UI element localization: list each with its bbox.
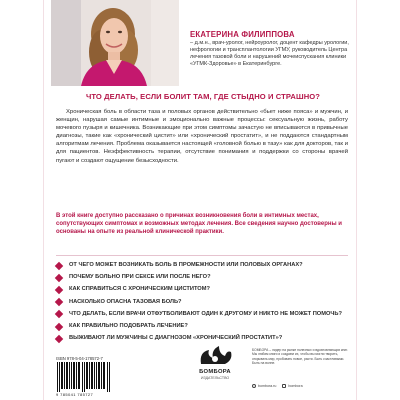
author-photo bbox=[51, 0, 179, 86]
barcode-icon bbox=[56, 362, 112, 392]
author-bio: – д.м.н., врач-уролог, нейроуролог, доцент кафедры урологии, нефрологии и трансплантологии УГМУ, руководитель Центра лечения тазовой боли и нарушений мочеиспускания клиники «УГМК-Здоровье» в Екатеринбурге. bbox=[190, 40, 349, 68]
lead-paragraph bbox=[56, 108, 348, 165]
website-link[interactable]: bombora.ru bbox=[252, 384, 276, 388]
divider bbox=[56, 255, 348, 256]
bombora-logo-icon bbox=[195, 344, 235, 368]
globe-icon bbox=[252, 384, 256, 388]
diamond-bullet-icon bbox=[55, 310, 63, 318]
lead-text: Хроническая боль в области таза и половых органов действительно «бьет ниже пояса» и мужчин, и женщин, нарушая самые интимные и эмоционально важные процессы: сексуальную жизнь, работу мочевого пузыря и кишечника. Возникающие при этом симптомы зачастую не вписываются в привычные диагнозы, такие как «хронический цистит» или «хронический простатит», и не поддаются стандартным алгоритмам лечения. Проблема оказывается настоящей «головной болью в тазу» как для докторов, так и для пациентов. Неэффективность терапии, отсутствие понимания и поддержки со стороны врачей пугают и создают ощущение безысходности. bbox=[56, 109, 348, 164]
list-item: НАСКОЛЬКО ОПАСНА ТАЗОВАЯ БОЛЬ? bbox=[56, 299, 348, 306]
list-item: ВЫЖИВАЮТ ЛИ МУЖЧИНЫ С ДИАГНОЗОМ «ХРОНИЧЕСКИЙ ПРОСТАТИТ»? bbox=[56, 335, 348, 342]
author-name: ЕКАТЕРИНА ФИЛИППОВА bbox=[190, 30, 295, 39]
list-item: КАК ПРАВИЛЬНО ПОДОБРАТЬ ЛЕЧЕНИЕ? bbox=[56, 323, 348, 330]
list-item: ОТ ЧЕГО МОЖЕТ ВОЗНИКАТЬ БОЛЬ В ПРОМЕЖНОСТИ ИЛИ ПОЛОВЫХ ОРГАНАХ? bbox=[56, 262, 348, 269]
isbn-label: ISBN 978-5-04-178572-7 bbox=[56, 356, 103, 361]
publisher-logo-subtitle: ИЗДАТЕЛЬСТВО bbox=[200, 376, 230, 380]
diamond-bullet-icon bbox=[55, 286, 63, 294]
diamond-bullet-icon bbox=[55, 273, 63, 281]
publisher-info: БОМБОРА – лидер на рынке полезных и вдохновляющих книг. Мы любим книги и создаем их, чтобы вы могли творить, открывать мир, пробовать новое, расти. Быть счастливыми. Быть на волне. bbox=[252, 348, 348, 366]
main-question-heading: ЧТО ДЕЛАТЬ, ЕСЛИ БОЛИТ ТАМ, ГДЕ СТЫДНО И СТРАШНО? bbox=[85, 92, 321, 101]
barcode-digits: 9 785041 785727 bbox=[56, 392, 94, 397]
diamond-bullet-icon bbox=[55, 334, 63, 342]
questions-list bbox=[56, 262, 348, 347]
publisher-logo-word: БОМБОРА bbox=[199, 369, 231, 375]
list-item: ЧТО ДЕЛАТЬ, ЕСЛИ ВРАЧИ ОТФУТБОЛИВАЮТ ОДИН К ДРУГОМУ И НИКТО НЕ МОЖЕТ ПОМОЧЬ? bbox=[56, 311, 348, 318]
diamond-bullet-icon bbox=[55, 298, 63, 306]
social-link[interactable]: bombora bbox=[282, 384, 302, 388]
intro-paragraph: В этой книге доступно рассказано о причинах возникновения боли в интимных местах, сопутствующих симптомах и возможных методах лечения. Все сведения научно достоверны и основаны на опыте из реальной клинической практики. bbox=[56, 213, 342, 236]
diamond-bullet-icon bbox=[55, 322, 63, 330]
list-item: КАК СПРАВИТЬСЯ С ХРОНИЧЕСКИМ ЦИСТИТОМ? bbox=[56, 286, 348, 293]
social-icon bbox=[282, 384, 286, 388]
diamond-bullet-icon bbox=[55, 261, 63, 269]
publisher-links bbox=[252, 384, 350, 388]
book-back-cover bbox=[43, 0, 357, 400]
list-item: ПОЧЕМУ БОЛЬНО ПРИ СЕКСЕ ИЛИ ПОСЛЕ НЕГО? bbox=[56, 274, 348, 281]
